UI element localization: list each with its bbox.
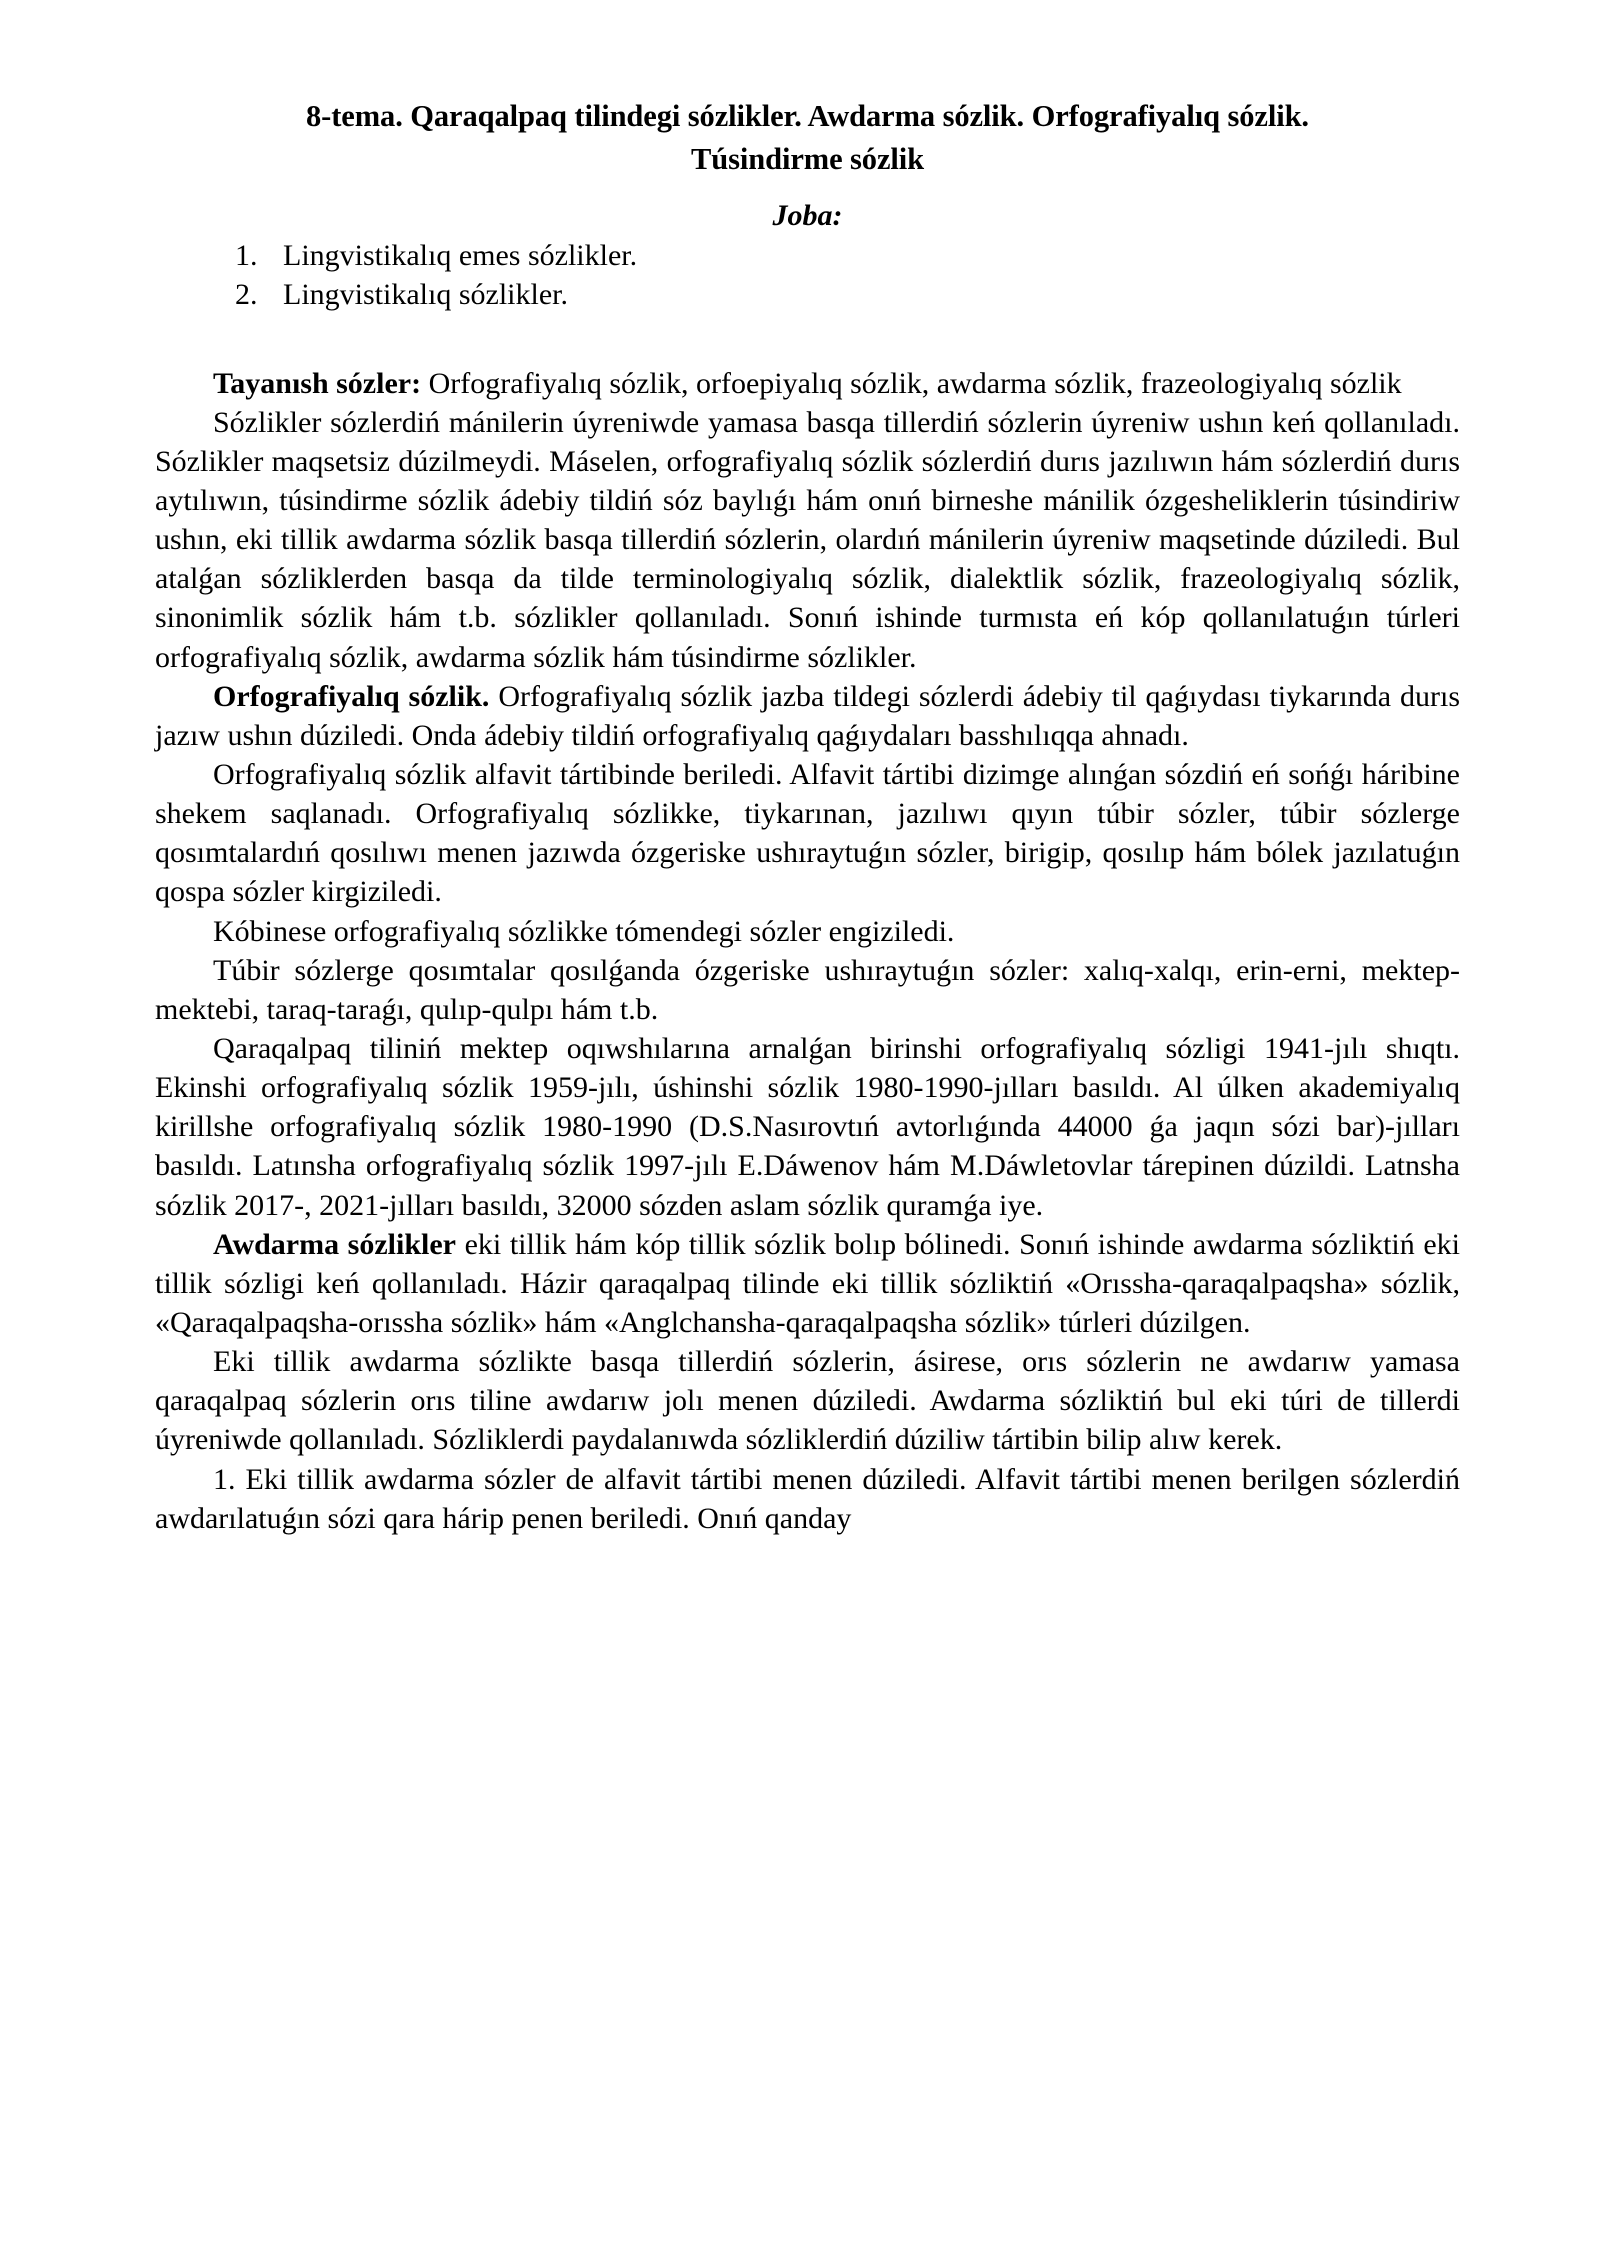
paragraph-p9	[155, 1460, 1460, 1538]
keywords-paragraph	[155, 364, 1460, 403]
title-line-1: 8-tema. Qaraqalpaq tilindegi sózlikler. Awdarma sózlik. Orfografiyalıq sózlik.	[306, 99, 1309, 133]
paragraph-p2	[155, 677, 1460, 755]
paragraph-p6	[155, 1029, 1460, 1225]
paragraph-text: Túbir sózlerge qosımtalar qosılǵanda ózgeriske ushıraytuǵın sózler: xalıq-xalqı, erin-erni, mektep-mektebi, taraq-taraǵı, qulıp-qulpı hám t.b.	[155, 953, 1460, 1026]
paragraph-bold-lead: Orfografiyalıq sózlik.	[213, 679, 490, 713]
list-item: 1. Lingvistikalıq emes sózlikler.	[265, 236, 1460, 275]
paragraph-text: eki tillik hám kóp tillik sózlik bolıp bólinedi. Sonıń ishinde awdarma sózliktiń eki tillik sózligi keń qollanıladı. Házir qaraqalpaq tilinde eki tillik sózliktiń «Orıssha-qaraqalpaqsha» sózlik, «Qaraqalpaqsha-orıssha sózlik» hám «Anglchansha-qaraqalpaqsha sózlik» túrleri dúzilgen.	[155, 1227, 1461, 1339]
page-title	[155, 95, 1460, 182]
title-line-2: Túsindirme sózlik	[690, 142, 925, 177]
keywords-text: Orfografiyalıq sózlik, orfoepiyalıq sózlik, awdarma sózlik, frazeologiyalıq sózlik	[421, 366, 1402, 400]
paragraph-text: Eki tillik awdarma sózlikte basqa tillerdiń sózlerin, ásirese, orıs sózlerin ne awdarıw yamasa qaraqalpaq sózlerin orıs tiline awdarıw jolı menen dúziledi. Awdarma sózliktiń bul eki túri de tillerdi úyreniwde qollanıladı. Sózliklerdi paydalanıwda sózliklerdiń dúziliw tártibin bilip alıw kerek.	[155, 1345, 1460, 1457]
paragraph-p7	[155, 1225, 1460, 1342]
paragraph-text: Kóbinese orfografiyalıq sózlikke tómendegi sózler engiziledi.	[213, 914, 955, 948]
paragraph-p5	[155, 951, 1460, 1029]
paragraph-p8	[155, 1342, 1460, 1459]
paragraph-text: 1. Eki tillik awdarma sózler de alfavit tártibi menen dúziledi. Alfavit tártibi menen berilgen sózlerdiń awdarılatuǵın sózi qara hárip penen beriledi. Onıń qanday	[155, 1462, 1460, 1535]
paragraph-p1	[155, 403, 1460, 677]
plan-heading: Joba:	[772, 198, 843, 232]
paragraph-bold-lead: Awdarma sózlikler	[213, 1227, 456, 1261]
plan-list	[155, 236, 1460, 314]
list-item: 2. Lingvistikalıq sózlikler.	[265, 275, 1460, 314]
paragraph-p3	[155, 755, 1460, 912]
paragraph-p4	[155, 912, 1460, 951]
paragraph-text: Sózlikler sózlerdiń mánilerin úyreniwde yamasa basqa tillerdiń sózlerin úyreniw ushın keń qollanıladı. Sózlikler maqsetsiz dúzilmeydi. Máselen, orfografiyalıq sózlik sózlerdiń durıs jazılıwın hám sózlerdiń durıs aytılıwın, túsindirme sózlik ádebiy tildiń sóz baylıǵı hám onıń birneshe mánilik ózgesheliklerin túsindiriw ushın, eki tillik awdarma sózlik basqa tillerdiń sózlerin, olardıń mánilerin úyreniw maqsetinde dúziledi. Bul atalǵan sózliklerden basqa da tilde terminologiyalıq sózlik, dialektlik sózlik, frazeologiyalıq sózlik, sinonimlik sózlik hám t.b. sózlikler qollanıladı. Sonıń ishinde turmısta eń kóp qollanılatuǵın túrleri orfografiyalıq sózlik, awdarma sózlik hám túsindirme sózlikler.	[155, 405, 1460, 674]
paragraph-text: Qaraqalpaq tiliniń mektep oqıwshılarına arnalǵan birinshi orfografiyalıq sózligi 1941-jılı shıqtı. Ekinshi orfografiyalıq sózlik 1959-jılı, úshinshi sózlik 1980-1990-jılları basıldı. Al úlken akademiyalıq kirillshe orfografiyalıq sózlik 1980-1990 (D.S.Nasırovtıń avtorlıǵında 44000 ǵa jaqın sózi bar)-jılları basıldı. Latınsha orfografiyalıq sózlik 1997-jılı E.Dáwenov hám M.Dáwletovlar tárepinen dúzildi. Latnsha sózlik 2017-, 2021-jılları basıldı, 32000 sózden aslam sózlik quramǵa iye.	[155, 1031, 1460, 1222]
keywords-label: Tayanısh sózler:	[213, 366, 422, 400]
paragraph-text: Orfografiyalıq sózlik alfavit tártibinde beriledi. Alfavit tártibi dizimge alınǵan sózdiń eń sońǵı háribine shekem saqlanadı. Orfografiyalıq sózlikke, tiykarınan, jazılıwı qıyın túbir sózler, túbir sózlerge qosımtalardıń qosılıwı menen jazıwda ózgeriske ushıraytuǵın sózler, birigip, qosılıp hám bólek jazılatuǵın qospa sózler kirgiziledi.	[155, 758, 1460, 909]
paragraph-text: Orfografiyalıq sózlik jazba tildegi sózlerdi ádebiy til qaǵıydası tiykarında durıs jazıw ushın dúziledi. Onda ádebiy tildiń orfografiyalıq qaǵıydaları basshılıqqa ahnadı.	[155, 679, 1460, 752]
